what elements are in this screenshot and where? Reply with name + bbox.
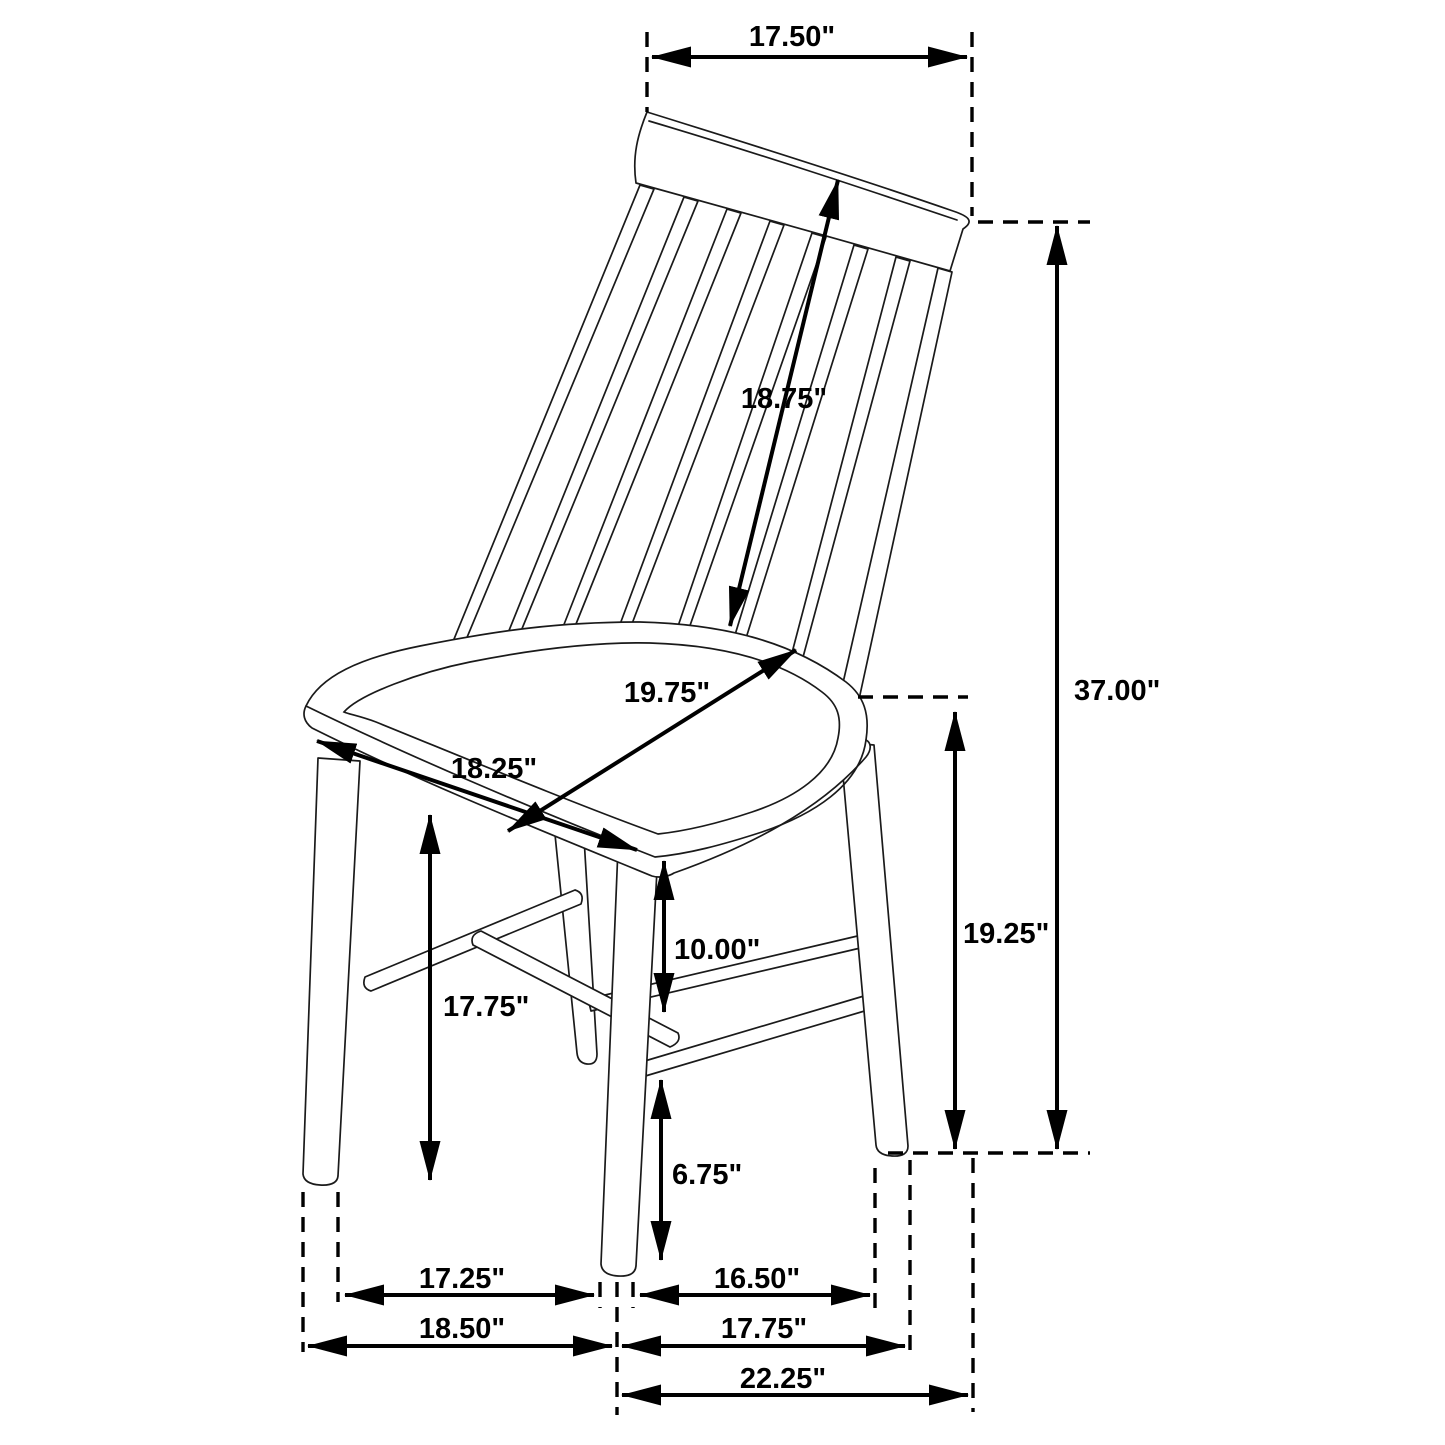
dimension-top-width bbox=[652, 21, 967, 57]
seat bbox=[304, 622, 870, 877]
dimension-stretcher-to-floor bbox=[661, 1080, 742, 1260]
dimension-label: 17.75" bbox=[443, 991, 530, 1023]
dimension-label: 17.25" bbox=[418, 1263, 506, 1295]
dimension-overall-depth bbox=[622, 1363, 968, 1395]
dimension-front-leg-gap bbox=[345, 1263, 594, 1295]
dimension-label: 19.75" bbox=[623, 677, 711, 709]
back-spindle bbox=[508, 197, 698, 636]
dimension-label: 17.50" bbox=[748, 21, 836, 53]
dimension-label: 19.25" bbox=[963, 918, 1050, 950]
dimension-seat-height bbox=[955, 712, 1049, 1149]
dimension-label: 18.75" bbox=[740, 383, 828, 415]
back-spindle bbox=[452, 185, 654, 647]
dimension-base-width-right bbox=[622, 1313, 905, 1346]
dimension-label: 6.75" bbox=[672, 1159, 743, 1191]
dimension-label: 18.25" bbox=[450, 753, 538, 785]
dimension-label: 16.50" bbox=[713, 1263, 801, 1295]
dimension-front-to-rear-leg-gap bbox=[640, 1263, 870, 1295]
dimension-label: 37.00" bbox=[1074, 675, 1161, 707]
dimension-floor-to-seat-front bbox=[430, 815, 529, 1180]
back-spindle bbox=[840, 268, 952, 704]
dimension-label: 10.00" bbox=[674, 934, 761, 966]
crest-rail bbox=[635, 112, 969, 271]
dimension-label: 17.75" bbox=[720, 1313, 808, 1345]
dimension-overall-height bbox=[1057, 226, 1160, 1149]
dimension-base-width-left bbox=[308, 1313, 612, 1346]
dimension-label: 22.25" bbox=[739, 1363, 827, 1395]
front-left-leg bbox=[303, 758, 360, 1185]
dimension-label: 18.50" bbox=[418, 1313, 506, 1345]
